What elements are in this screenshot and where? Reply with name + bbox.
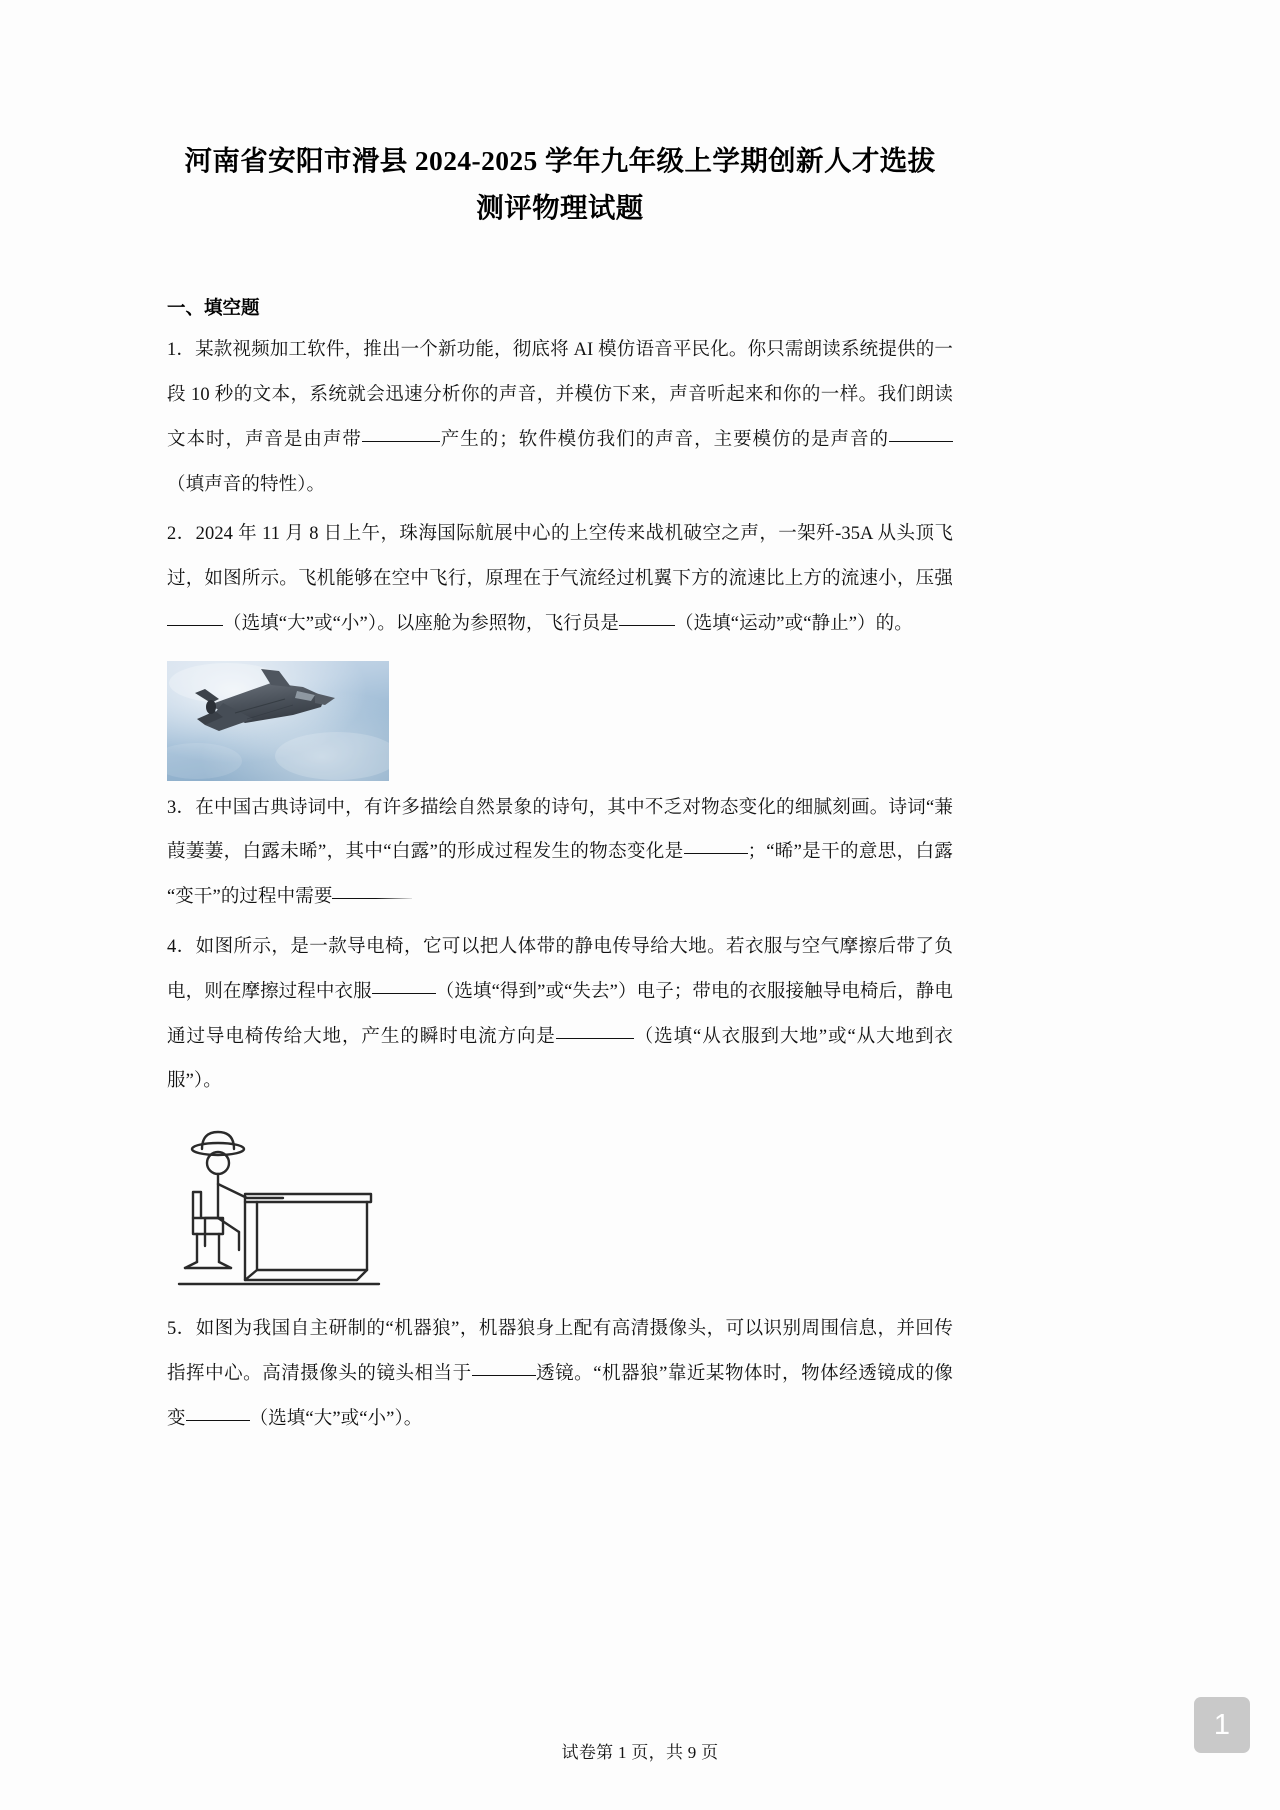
jet-aircraft-photo xyxy=(167,661,389,781)
question-2-blank-1[interactable] xyxy=(167,625,223,626)
question-2-text-a: 2．2024 年 11 月 8 日上午，珠海国际航展中心的上空传来战机破空之声，一架歼-35A 从头顶飞过，如图所示。飞机能够在空中飞行，原理在于气流经过机翼下方的流速比上方的流速小，压强 xyxy=(167,524,953,590)
question-1-text-c: （填声音的特性）。 xyxy=(167,474,326,495)
question-4-text-c: （选填“从衣服到大地”或“从大地到衣服”）。 xyxy=(167,1026,953,1092)
section-heading-fill-in-blank: 一、填空题 xyxy=(167,298,260,319)
question-3-text-a: 3．在中国古典诗词中，有许多描绘自然景象的诗句，其中不乏对物态变化的细腻刻画。诗词“蒹葭萋萋，白露未晞”，其中“白露”的形成过程发生的物态变化是 xyxy=(167,797,953,863)
question-3 xyxy=(167,781,953,920)
question-5-text-b: 透镜。“机器狼”靠近某物体时，物体经透镜成的像变 xyxy=(167,1363,953,1429)
question-5-text-a: 5．如图为我国自主研制的“机器狼”，机器狼身上配有高清摄像头，可以识别周围信息，并回传指挥中心。高清摄像头的镜头相当于 xyxy=(167,1319,953,1384)
question-2-figure xyxy=(167,647,953,781)
question-1-text-b: 产生的；软件模仿我们的声音，主要模仿的是声音的 xyxy=(439,429,889,450)
question-5-blank-1[interactable] xyxy=(472,1375,536,1376)
question-3-blank-2[interactable] xyxy=(332,898,412,899)
page-number-badge[interactable]: 1 xyxy=(1194,1697,1250,1753)
question-1-text-a: 1．某款视频加工软件，推出一个新功能，彻底将 AI 模仿语音平民化。你只需朗读系统提供的一段 10 秒的文本，系统就会迅速分析你的声音，并模仿下来，声音听起来和你的一样。我们朗读文本时，声音是由声带 xyxy=(167,340,953,450)
question-1 xyxy=(167,323,953,507)
question-2-blank-2[interactable] xyxy=(619,625,675,626)
question-4-text-a: 4．如图所示，是一款导电椅，它可以把人体带的静电传导给大地。若衣服与空气摩擦后带了负电，则在摩擦过程中衣服 xyxy=(167,937,953,1002)
page-title xyxy=(167,0,953,232)
conductive-chair-line-drawing xyxy=(171,1122,387,1302)
question-2-text-c: （选填“运动”或“静止”）的。 xyxy=(675,613,913,634)
question-4-text-b: （选填“得到”或“失去”）电子；带电的衣服接触导电椅后，静电通过导电椅传给大地，产生的瞬时电流方向是 xyxy=(167,981,953,1047)
question-1-blank-1[interactable] xyxy=(362,441,440,442)
question-2 xyxy=(167,507,953,646)
question-4 xyxy=(167,920,953,1104)
question-3-blank-1[interactable] xyxy=(684,853,748,854)
question-5-text-c: （选填“大”或“小”）。 xyxy=(249,1408,423,1429)
question-5-blank-2[interactable] xyxy=(186,1420,250,1421)
question-2-text-b: （选填“大”或“小”）。以座舱为参照物，飞行员是 xyxy=(223,613,619,634)
document-body xyxy=(167,0,953,1441)
question-5 xyxy=(167,1302,953,1441)
title-line-1: 河南省安阳市滑县 2024-2025 学年九年级上学期创新人才选拔 xyxy=(184,145,936,176)
question-4-blank-2[interactable] xyxy=(556,1038,634,1039)
title-line-2: 测评物理试题 xyxy=(476,192,644,224)
question-4-figure xyxy=(167,1122,953,1302)
question-3-text-b: ；“晞”是干的意思，白露“变干”的过程中需要 xyxy=(167,842,953,908)
question-4-blank-1[interactable] xyxy=(372,993,436,994)
page-footer: 试卷第 1 页，共 9 页 xyxy=(561,1743,719,1762)
question-1-blank-2[interactable] xyxy=(889,441,953,442)
